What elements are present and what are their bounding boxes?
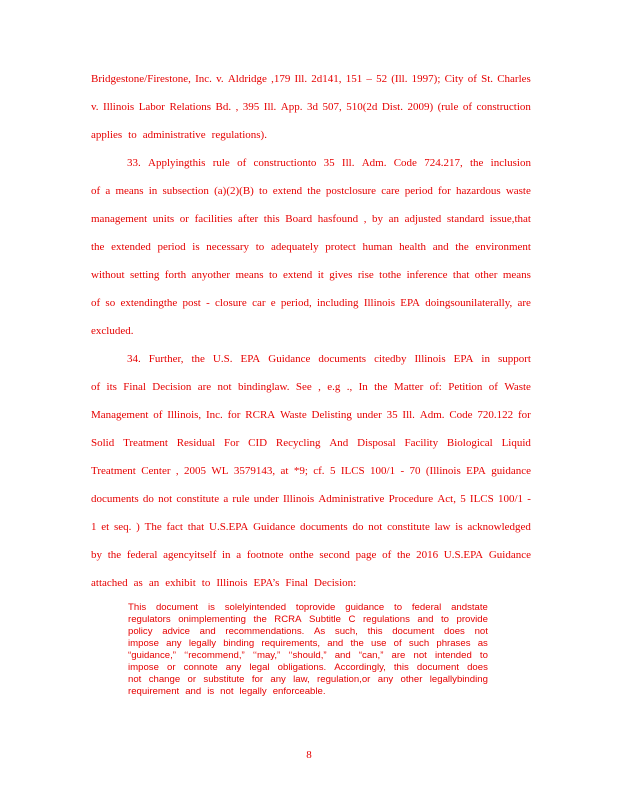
body-line: management units or facilities after this Board hasfound , by an adjusted standard issue,that [91,213,531,225]
body-line: Bridgestone/Firestone, Inc. v. Aldridge ,179 Ill. 2d141, 151 – 52 (Ill. 1997); City of St. Charles [91,73,531,85]
block-quote-line: requirement and is not legally enforceable. [128,686,326,697]
block-quote-line: not change or substitute for any law, regulation,or any other legallybinding [128,674,488,685]
body-line: Management of Illinois, Inc. for RCRA Waste Delisting under 35 Ill. Adm. Code 720.122 for [91,409,531,421]
page-number: 8 [306,749,312,761]
block-quote-line: impose or connote any legal obligations. Accordingly, this document does [128,662,488,673]
block-quote-line: impose any legally binding requirements, and the use of such phrases as [128,638,488,649]
body-line: 1 et seq. ) The fact that U.S.EPA Guidance documents do not constitute law is acknowledged [91,521,531,533]
block-quote-line: regulators onimplementing the RCRA Subtitle C regulations and to provide [128,614,488,625]
body-line: of its Final Decision are not bindinglaw. See , e.g ., In the Matter of: Petition of Waste [91,381,531,393]
body-line: Solid Treatment Residual For CID Recycling And Disposal Facility Biological Liquid [91,437,531,449]
body-line: without setting forth anyother means to extend it gives rise tothe inference that other means [91,269,531,281]
body-line: by the federal agencyitself in a footnote onthe second page of the 2016 U.S.EPA Guidance [91,549,531,561]
body-line: excluded. [91,325,134,337]
body-line: of a means in subsection (a)(2)(B) to extend the postclosure care period for hazardous waste [91,185,531,197]
body-line: documents do not constitute a rule under Illinois Administrative Procedure Act, 5 ILCS 100/1 - [91,493,531,505]
body-line: 33. Applyingthis rule of constructionto 35 Ill. Adm. Code 724.217, the inclusion [127,157,531,169]
body-line: 34. Further, the U.S. EPA Guidance documents citedby Illinois EPA in support [127,353,531,365]
block-quote-line: This document is solelyintended toprovide guidance to federal andstate [128,602,488,613]
body-line: applies to administrative regulations). [91,129,267,141]
block-quote-line: policy advice and recommendations. As such, this document does not [128,626,488,637]
body-line: v. Illinois Labor Relations Bd. , 395 Ill. App. 3d 507, 510(2d Dist. 2009) (rule of construction [91,101,531,113]
block-quote-line: “guidance,” ‘‘recommend,” ‘‘may,” ‘‘should,” and “can,” are not intended to [128,650,488,661]
body-line: the extended period is necessary to adequately protect human health and the environment [91,241,531,253]
body-line: of so extendingthe post - closure car e period, including Illinois EPA doingsounilaterally, are [91,297,531,309]
body-line: attached as an exhibit to Illinois EPA’s Final Decision: [91,577,357,589]
body-line: Treatment Center , 2005 WL 3579143, at *9; cf. 5 ILCS 100/1 - 70 (Illinois EPA guidance [91,465,531,477]
